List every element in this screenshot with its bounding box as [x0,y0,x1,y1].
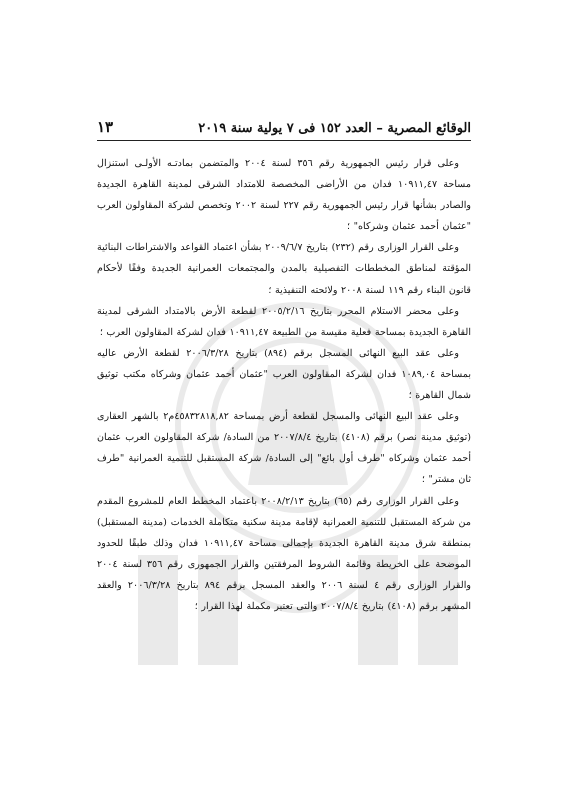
page-number: ١٣ [97,118,114,136]
page-header [97,118,471,140]
paragraph-1: وعلى قرار رئيس الجمهورية رقم ٣٥٦ لسنة ٢٠٠٤ والمتضمن بمادتـه الأولـى استنزال مساحة ١٠٩١١,٤٧ فدان من الأراضى المخصصة للامتداد الشرقى لمدينة القاهرة الجديدة والصادر بشأنها قرار رئيس الجمهورية رقم ٢٢٧ لسنة ٢٠٠٢ وتخصص لشركة المقاولون العرب "عثمان أحمد عثمان وشركاه" ؛ [97,158,472,233]
gazette-title: الوقائع المصرية – العدد ١٥٢ فى ٧ يولية سنة ٢٠١٩ [198,121,471,136]
paragraph-2: وعلى القرار الوزارى رقم (٢٣٢) بتاريخ ٢٠٠٩/٦/٧ بشأن اعتماد القواعد والاشتراطات البنائية المؤقتة لمناطق المخططات التفصيلية بالمدن والمجتمعات العمرانية الجديدة وفقًا لأحكام قانون البناء رقم ١١٩ لسنة ٢٠٠٨ ولائحته التنفيذية ؛ [97,242,471,296]
paragraph-3: وعلى محضر الاستلام المحرر بتاريخ ٢٠٠٥/٢/١٦ لقطعة الأرض بالامتداد الشرقى لمدينة القاهرة الجديدة بمساحة فعلية مقيسة من الطبيعة ١٠٩١١,٤٧ فدان لشركة المقاولون العرب ؛ [97,305,471,338]
gazette-page [97,118,471,617]
paragraph-6: وعلى القرار الوزارى رقم (٦٥) بتاريخ ٢٠٠٨/٢/١٣ باعتماد المخطط العام للمشروع المقدم من شركة المستقبل للتنمية العمرانية لإقامة مدينة سكنية متكاملة الخدمات (مدينة المستقبل) بمنطقة شرق مدينة القاهرة الجديدة بإجمالى مساحة ١٠٩١١,٤٧ فدان وذلك طبقًا للحدود الموضحة على الخريطة وقائمة الشروط المرفقتين والقرار الجمهورى رقم ٣٥٦ لسنة ٢٠٠٤ والقرار الوزارى رقم ٤ لسنة ٢٠٠٦ والعقد المسجل برقم ٨٩٤ بتاريخ ٢٠٠٦/٣/٢٨ والعقد المشهر برقم (٤١٠٨) بتاريخ ٢٠٠٧/٨/٤ والتى تعتبر مكملة لهذا القرار ؛ [97,495,472,612]
paragraph-4: وعلى عقد البيع النهائى المسجل برقم (٨٩٤) بتاريخ ٢٠٠٦/٣/٢٨ لقطعة الأرض عاليه بمساحة ١٠٨٩,٠٤ فدان لشركة المقاولون العرب "عثمان أحمد عثمان وشركاه مكتب توثيق شمال القاهرة ؛ [97,347,471,402]
paragraph-5: وعلى عقد البيع النهائى والمسجل لقطعة أرض بمساحة ٤٥٨٣٢٨١٨,٨٢م٢ بالشهر العقارى (توثيق مدينة نصر) برقم (٤١٠٨) بتاريخ ٢٠٠٧/٨/٤ من السادة/ شركة المقاولون العرب عثمان أحمد عثمان وشركاه "طرف أول بائع" إلى السادة/ شركة المستقبل للتنمية العمرانية "طرف ثان مشتر" ؛ [97,411,472,486]
document-body [97,141,471,617]
